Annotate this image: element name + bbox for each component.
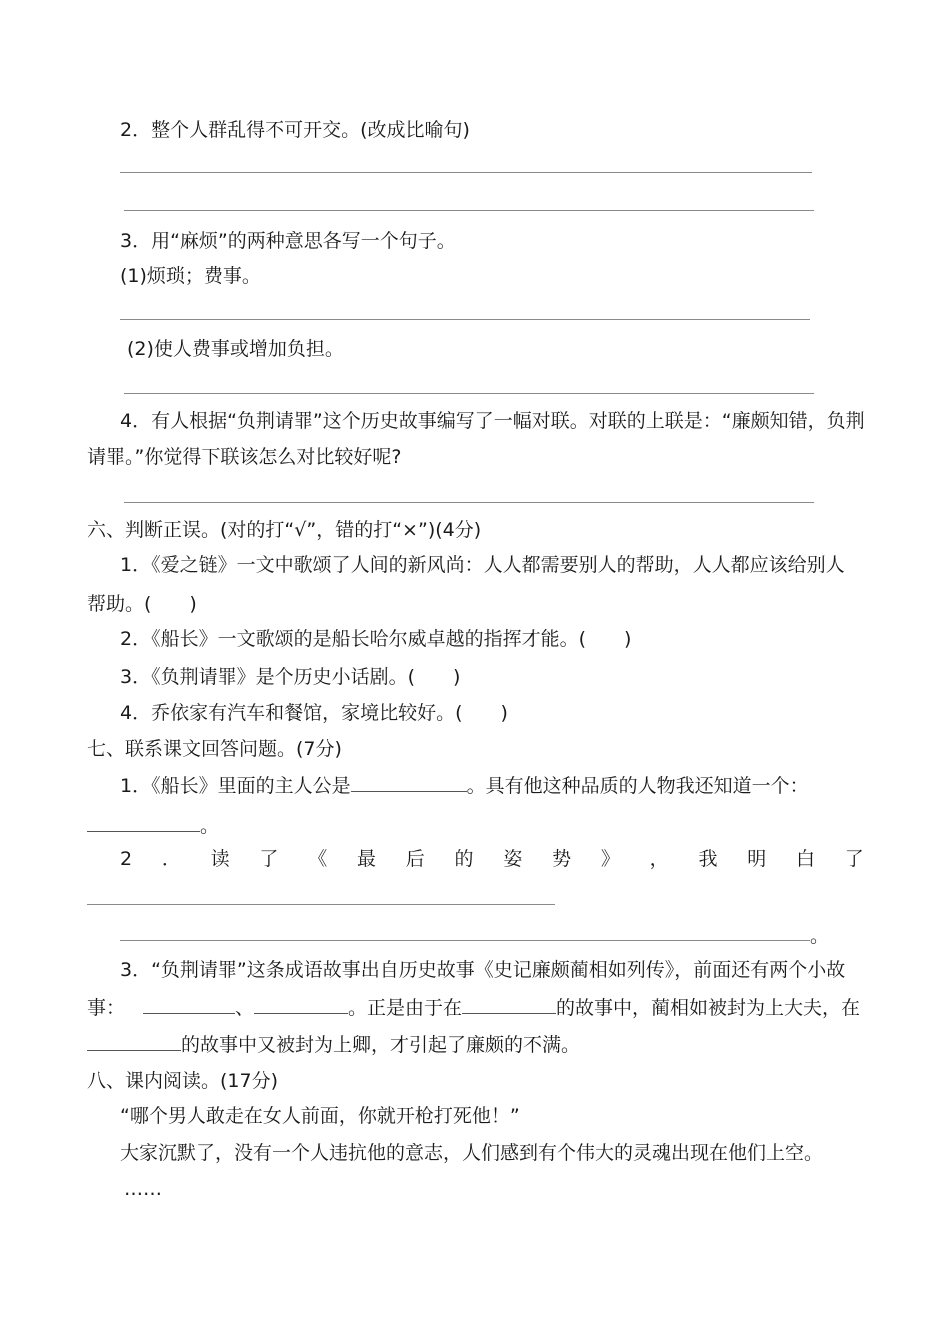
- fill-blank[interactable]: [254, 995, 348, 1014]
- fill-blank[interactable]: [143, 995, 235, 1014]
- question-7-2-end: 。: [810, 925, 830, 947]
- question-7-2-char: ，: [649, 848, 669, 870]
- fill-blank[interactable]: [87, 813, 200, 832]
- question-7-2-char: 《: [308, 848, 328, 870]
- question-7-1-text-a: 1．《船长》里面的主人公是: [120, 775, 351, 797]
- question-7-3-line1: 3．“负荆请罪”这条成语故事出自历史故事《史记廉颇蔺相如列传》，前面还有两个小故: [120, 959, 846, 981]
- question-7-1-line2: [87, 813, 219, 838]
- fill-blank[interactable]: [462, 995, 556, 1014]
- reading-paragraph-2: 大家沉默了，没有一个人违抗他的意志，人们感到有个伟大的灵魂出现在他们上空。: [120, 1142, 824, 1164]
- question-7-3-text-a: 事：: [87, 997, 126, 1019]
- question-7-2-char: 了: [844, 848, 864, 870]
- question-7-1-text-b: 。具有他这种品质的人物我还知道一个：: [466, 775, 809, 797]
- question-5-3-part2: (2)使人费事或增加负担。: [127, 338, 344, 360]
- section-6-title: 六、判断正误。(对的打“√”，错的打“×”)(4分): [87, 519, 482, 541]
- question-7-2-char: 后: [405, 848, 425, 870]
- question-7-3-line2: [87, 995, 860, 1020]
- question-7-2-char: 明: [747, 848, 767, 870]
- question-7-2-char: 读: [210, 848, 230, 870]
- answer-line: [87, 904, 555, 905]
- answer-line: [120, 319, 810, 320]
- reading-paragraph-1: “哪个男人敢走在女人前面，你就开枪打死他！”: [120, 1105, 520, 1127]
- question-7-1-end: 。: [200, 815, 220, 837]
- question-7-2-char: 了: [259, 848, 279, 870]
- question-6-1-line1: 1．《爱之链》一文中歌颂了人间的新风尚：人人都需要别人的帮助，人人都应该给别人: [120, 554, 845, 576]
- fill-blank[interactable]: [351, 773, 467, 792]
- question-5-2: 2．整个人群乱得不可开交。(改成比喻句): [120, 119, 470, 141]
- question-7-2-char: 姿: [503, 848, 523, 870]
- question-7-3-text-d: 的故事中又被封为上卿，才引起了廉颇的不满。: [181, 1034, 581, 1056]
- question-7-3-text-c: 的故事中，蔺相如被封为上大夫，在: [556, 997, 861, 1019]
- question-7-2-char: 我: [698, 848, 718, 870]
- question-7-2-char: 2: [120, 848, 133, 870]
- question-7-2-char: 》: [600, 848, 620, 870]
- question-7-2-char: 的: [454, 848, 474, 870]
- question-6-2: 2．《船长》一文歌颂的是船长哈尔威卓越的指挥才能。( ): [120, 628, 632, 650]
- section-7-title: 七、联系课文回答问题。(7分): [87, 738, 342, 760]
- answer-line: [120, 172, 812, 173]
- question-7-2-char: 白: [796, 848, 816, 870]
- question-7-2-char: 最: [356, 848, 376, 870]
- section-8-title: 八、课内阅读。(17分): [87, 1070, 279, 1092]
- question-5-3-part1: (1)烦琐；费事。: [120, 265, 261, 287]
- question-7-2-char: ．: [161, 848, 181, 870]
- question-7-1: [120, 773, 809, 798]
- question-7-3-line3: [87, 1032, 580, 1057]
- answer-line: [120, 940, 810, 941]
- fill-blank[interactable]: [87, 1032, 181, 1051]
- question-7-3-text-b: 。正是由于在: [348, 997, 463, 1019]
- answer-line: [124, 210, 814, 211]
- reading-ellipsis: ……: [124, 1178, 162, 1200]
- answer-line: [124, 393, 814, 394]
- question-5-4-line1: 4．有人根据“负荆请罪”这个历史故事编写了一幅对联。对联的上联是：“廉颇知错，负荆: [120, 410, 865, 432]
- question-7-3-sep: 、: [235, 997, 255, 1019]
- question-7-2: [120, 847, 864, 871]
- answer-line: [124, 502, 814, 503]
- question-6-4: 4．乔依家有汽车和餐馆，家境比较好。( ): [120, 702, 508, 724]
- question-7-2-char: 势: [552, 848, 572, 870]
- question-5-4-line2: 请罪。”你觉得下联该怎么对比较好呢?: [87, 446, 402, 468]
- question-6-3: 3．《负荆请罪》是个历史小话剧。( ): [120, 666, 461, 688]
- question-6-1-line2: 帮助。( ): [87, 593, 197, 615]
- question-5-3: 3．用“麻烦”的两种意思各写一个句子。: [120, 230, 456, 252]
